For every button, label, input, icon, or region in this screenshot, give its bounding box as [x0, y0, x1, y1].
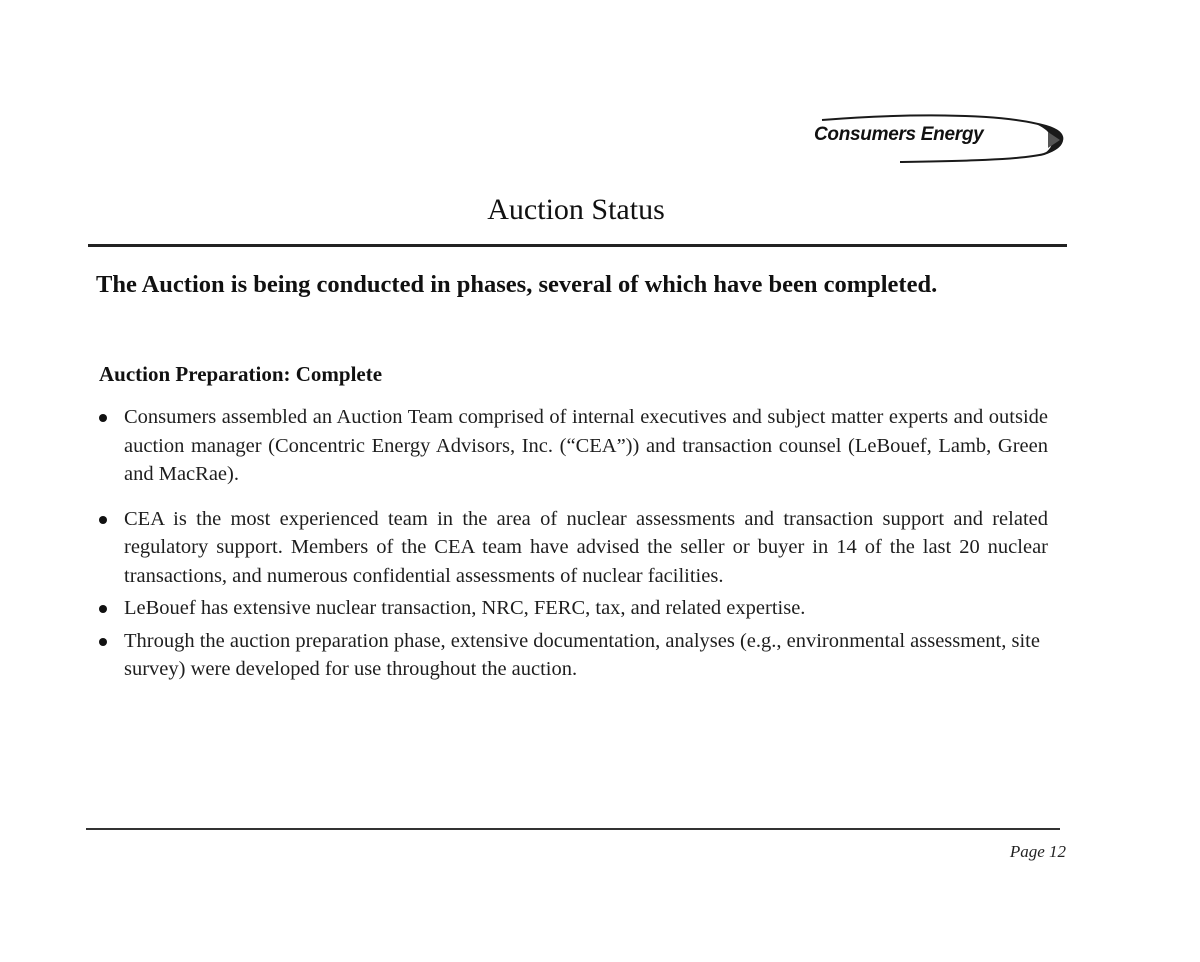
- bullet-item: [96, 594, 1048, 623]
- bullet-list: [96, 403, 1048, 684]
- footer-divider: [86, 828, 1060, 830]
- bullet-icon: [99, 414, 107, 422]
- section-heading: Auction Preparation: Complete: [99, 362, 383, 386]
- title-divider: [88, 244, 1067, 247]
- bullet-icon: [99, 605, 107, 613]
- bullet-text: Through the auction preparation phase, extensive documentation, analyses (e.g., environmental assessment, site survey) were developed for use throughout the auction.: [124, 629, 1040, 680]
- bullet-text: LeBouef has extensive nuclear transaction, NRC, FERC, tax, and related expertise.: [124, 597, 806, 619]
- bullet-icon: [99, 638, 107, 646]
- logo-text: Consumers Energy: [814, 124, 984, 145]
- bullet-text: CEA is the most experienced team in the area of nuclear assessments and transaction support and related regulatory support. Members of the CEA team have advised the seller or buyer in 14 of the last 20 nuclear transactions, and numerous confidential assessments of nuclear facilities.: [124, 507, 1048, 587]
- lead-statement: The Auction is being conducted in phases, several of which have been completed.: [96, 271, 938, 298]
- bullet-item: [96, 627, 1048, 684]
- bullet-text: Consumers assembled an Auction Team comprised of internal executives and subject matter experts and outside auction manager (Concentric Energy Advisors, Inc. (“CEA”)) and transaction counsel (LeBouef, Lamb, Green and MacRae).: [124, 406, 1048, 485]
- bullet-icon: [99, 516, 107, 524]
- page-number: Page 12: [1009, 842, 1066, 861]
- bullet-item: [96, 505, 1048, 591]
- consumers-energy-logo: [808, 110, 1070, 168]
- bullet-item: [96, 403, 1048, 489]
- page-title: Auction Status: [487, 193, 665, 226]
